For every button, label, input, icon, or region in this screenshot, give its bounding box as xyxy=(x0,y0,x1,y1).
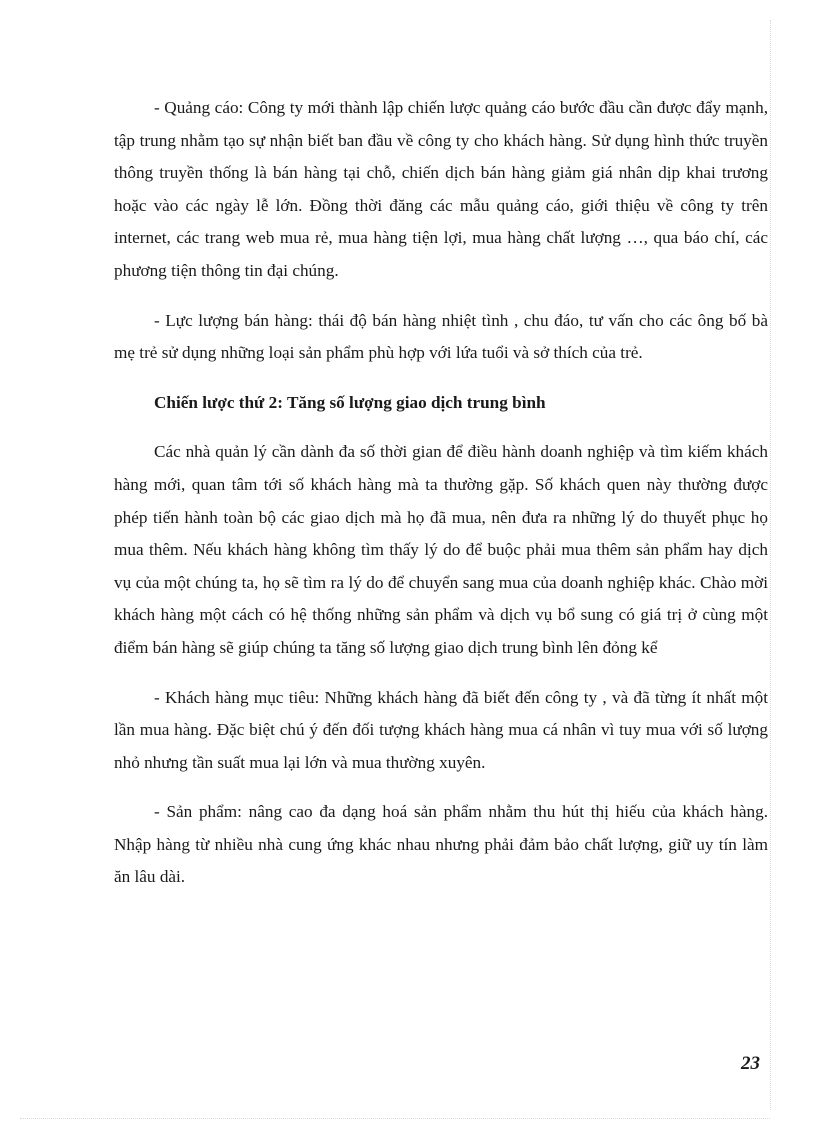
right-border-rule xyxy=(770,20,771,1110)
paragraph-managers: Các nhà quản lý cần dành đa số thời gian để điều hành doanh nghiệp và tìm kiếm khách hàng mới, quan tâm tới số khách hàng mà ta thường gặp. Số khách quen này thường được phép tiến hành toàn bộ các giao dịch mà họ đã mua, nên đưa ra những lý do thuyết phục họ mua thêm. Nếu khách hàng không tìm thấy lý do để buộc phải mua thêm sản phẩm hay dịch vụ của một chúng ta, họ sẽ tìm ra lý do để chuyển sang mua của doanh nghiệp khác. Chào mời khách hàng một cách có hệ thống những sản phẩm và dịch vụ bổ sung có giá trị ở cùng một điểm bán hàng sẽ giúp chúng ta tăng số lượng giao dịch trung bình lên đỏng kể xyxy=(114,442,768,657)
paragraph-sales-force: - Lực lượng bán hàng: thái độ bán hàng nhiệt tình , chu đáo, tư vấn cho các ông bố bà mẹ trẻ sử dụng những loại sản phẩm phù hợp với lứa tuổi và sở thích của trẻ. xyxy=(114,310,768,363)
paragraph-products: - Sản phẩm: nâng cao đa dạng hoá sản phẩm nhằm thu hút thị hiếu của khách hàng. Nhập hàng từ nhiều nhà cung ứng khác nhau nhưng phải đảm bảo chất lượng, giữ uy tín làm ăn lâu dài. xyxy=(114,802,768,887)
bottom-border-rule xyxy=(20,1118,770,1119)
paragraph-target-customers: - Khách hàng mục tiêu: Những khách hàng đã biết đến công ty , và đã từng ít nhất một lần mua hàng. Đặc biệt chú ý đến đối tượng khách hàng mua cá nhân vì tuy mua với số lượng nhỏ nhưng tần suất mua lại lớn và mua thường xuyên. xyxy=(114,687,768,772)
page-number: 23 xyxy=(741,1053,760,1074)
body-text xyxy=(114,92,768,894)
paragraph-advertising: - Quảng cáo: Công ty mới thành lập chiến lược quảng cáo bước đầu cần được đẩy mạnh, tập trung nhằm tạo sự nhận biết ban đầu về công ty cho khách hàng. Sử dụng hình thức truyền thông truyền thống là bán hàng tại chỗ, chiến dịch bán hàng giảm giá nhân dịp khai trương hoặc vào các ngày lễ lớn. Đồng thời đăng các mẫu quảng cáo, giới thiệu về công ty trên internet, các trang web mua rẻ, mua hàng tiện lợi, mua hàng chất lượng …, qua báo chí, các phương tiện thông tin đại chúng. xyxy=(114,98,768,280)
section-heading: Chiến lược thứ 2: Tăng số lượng giao dịch trung bình xyxy=(154,392,546,412)
